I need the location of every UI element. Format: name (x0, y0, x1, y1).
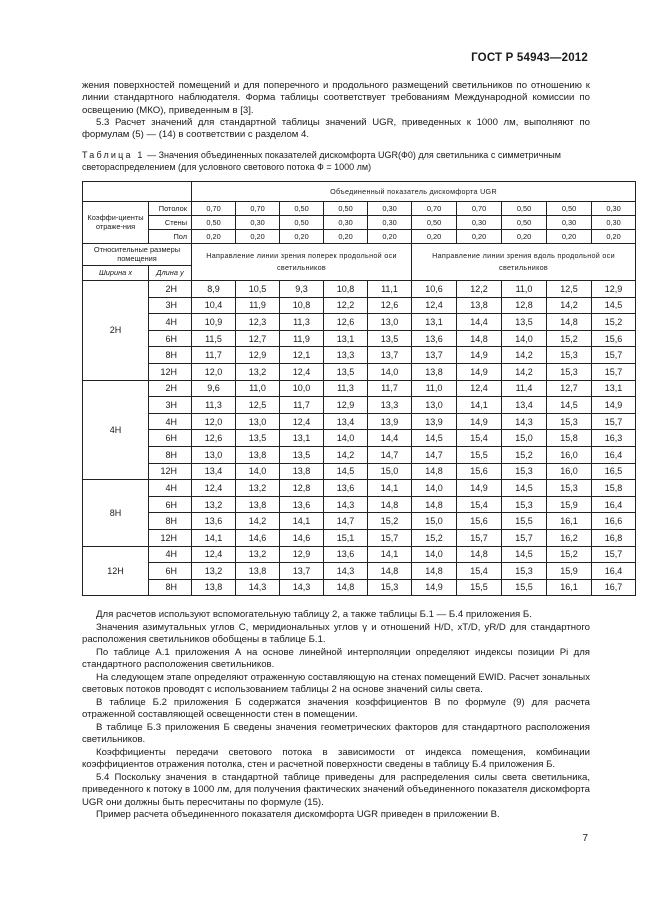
coef-label: Коэффи-циенты отраже-ния (83, 202, 149, 244)
ugr-value-cell: 14,7 (368, 446, 412, 463)
table-row (83, 579, 636, 596)
ugr-value-cell: 12,4 (412, 297, 457, 314)
ugr-value-cell: 14,9 (457, 480, 502, 497)
ugr-value-cell: 12,9 (236, 347, 280, 364)
table-row (83, 281, 636, 298)
room-length-cell: 4H (149, 314, 192, 331)
room-length-cell: 8H (149, 347, 192, 364)
room-length-cell: 3H (149, 397, 192, 414)
ugr-value-cell: 11,0 (236, 380, 280, 397)
body-paragraph-1: Для расчетов используют вспомогательную таблицу 2, а также таблицы Б.1 — Б.4 приложения Б. (96, 609, 532, 620)
ugr-value-cell: 12,9 (324, 397, 368, 414)
ugr-value-cell: 14,3 (236, 579, 280, 596)
ugr-value-cell: 14,9 (457, 413, 502, 430)
ugr-value-cell: 14,2 (502, 363, 547, 380)
ugr-value-cell: 13,8 (236, 563, 280, 580)
ugr-value-cell: 14,9 (592, 397, 636, 414)
body-paragraph-9: Пример расчета объединенного показателя дискомфорта UGR приведен в приложении В. (96, 809, 500, 820)
table-row (83, 563, 636, 580)
ugr-value-cell: 15,2 (547, 546, 592, 563)
ceiling-reflectance-1: 0,70 (192, 202, 236, 216)
ugr-value-cell: 15,7 (592, 363, 636, 380)
ugr-value-cell: 15,6 (457, 513, 502, 530)
ugr-value-cell: 16,4 (592, 446, 636, 463)
ugr-value-cell: 12,4 (280, 413, 324, 430)
ceiling-reflectance-2: 0,70 (236, 202, 280, 216)
floor-reflectance-9: 0,20 (547, 230, 592, 244)
ugr-value-cell: 14,2 (502, 347, 547, 364)
ugr-value-cell: 15,9 (547, 563, 592, 580)
ugr-value-cell: 16,5 (592, 463, 636, 480)
ugr-value-cell: 15,6 (457, 463, 502, 480)
ugr-value-cell: 12,6 (324, 314, 368, 331)
ugr-value-cell: 13,6 (280, 496, 324, 513)
ugr-value-cell: 11,4 (502, 380, 547, 397)
ugr-value-cell: 12,3 (236, 314, 280, 331)
ugr-value-cell: 12,8 (502, 297, 547, 314)
ugr-value-cell: 11,9 (236, 297, 280, 314)
ugr-value-cell: 15,0 (502, 430, 547, 447)
ugr-value-cell: 14,1 (192, 529, 236, 546)
ugr-value-cell: 13,4 (502, 397, 547, 414)
table-row (83, 297, 636, 314)
body-paragraph-6: В таблице Б.3 приложения Б сведены значения геометрических факторов для стандартного расположения светильников. (82, 722, 590, 746)
ugr-value-cell: 14,8 (457, 330, 502, 347)
ugr-value-cell: 14,8 (412, 463, 457, 480)
ugr-value-cell: 14,1 (280, 513, 324, 530)
room-width-cell: 8H (83, 480, 149, 546)
room-length-cell: 4H (149, 480, 192, 497)
ugr-value-cell: 16,2 (547, 529, 592, 546)
ugr-value-cell: 12,9 (592, 281, 636, 298)
walls-reflectance-6: 0,50 (412, 216, 457, 230)
ugr-value-cell: 15,2 (547, 330, 592, 347)
ugr-value-cell: 14,8 (412, 496, 457, 513)
ugr-value-cell: 12,2 (457, 281, 502, 298)
ugr-value-cell: 15,2 (412, 529, 457, 546)
table-row (83, 347, 636, 364)
table-caption-text: — Значения объединенных показателей дискомфорта UGR(Ф0) для светильника с симметричным светораспределением (для условного светового потока Ф = 1000 лм) (82, 150, 561, 172)
floor-reflectance-3: 0,20 (280, 230, 324, 244)
ugr-value-cell: 11,7 (368, 380, 412, 397)
room-length-cell: 4H (149, 413, 192, 430)
walls-reflectance-2: 0,30 (236, 216, 280, 230)
ugr-value-cell: 13,5 (502, 314, 547, 331)
table-row (83, 380, 636, 397)
room-length-cell: 12H (149, 529, 192, 546)
ugr-value-cell: 12,4 (457, 380, 502, 397)
body-paragraph-3: По таблице А.1 приложения А на основе линейной интерполяции определяют индексы позиции Pi для стандартного расположения светильников. (82, 647, 590, 671)
ugr-value-cell: 16,0 (547, 446, 592, 463)
ugr-value-cell: 15,3 (547, 363, 592, 380)
table-row (83, 463, 636, 480)
ugr-value-cell: 14,7 (324, 513, 368, 530)
ugr-value-cell: 13,4 (324, 413, 368, 430)
ugr-value-cell: 15,0 (368, 463, 412, 480)
room-width-cell: 2H (83, 281, 149, 381)
table-row (83, 314, 636, 331)
ugr-value-cell: 13,8 (457, 297, 502, 314)
direction-along-header: Направление линии зрения вдоль продольной оси светильников (412, 244, 636, 281)
room-length-cell: 3H (149, 297, 192, 314)
floor-reflectance-1: 0,20 (192, 230, 236, 244)
ugr-value-cell: 13,0 (236, 413, 280, 430)
table-row (83, 480, 636, 497)
intro-paragraph-1: жения поверхностей помещений и для поперечного и продольного размещений светильников по отношению к линии стандартного наблюдателя. Форма таблицы соответствует требованиям Международной комиссии по освещению (МКО), приведенным в [3]. (82, 80, 590, 116)
ugr-value-cell: 13,2 (236, 546, 280, 563)
ugr-value-cell: 13,7 (412, 347, 457, 364)
ugr-value-cell: 14,0 (412, 480, 457, 497)
ugr-value-cell: 14,8 (324, 579, 368, 596)
ugr-value-cell: 13,8 (192, 579, 236, 596)
ugr-value-cell: 13,6 (412, 330, 457, 347)
ugr-value-cell: 14,5 (502, 480, 547, 497)
ugr-value-cell: 11,3 (280, 314, 324, 331)
room-length-cell: 8H (149, 446, 192, 463)
ugr-value-cell: 11,1 (368, 281, 412, 298)
table-caption (82, 150, 590, 173)
ugr-value-cell: 13,2 (236, 363, 280, 380)
ugr-value-cell: 16,8 (592, 529, 636, 546)
ugr-value-cell: 15,2 (502, 446, 547, 463)
ugr-value-cell: 15,5 (457, 446, 502, 463)
ugr-value-cell: 14,0 (368, 363, 412, 380)
ugr-value-cell: 14,9 (457, 363, 502, 380)
ugr-value-cell: 14,0 (502, 330, 547, 347)
ugr-value-cell: 14,2 (547, 297, 592, 314)
ugr-value-cell: 15,0 (412, 513, 457, 530)
table-row (83, 496, 636, 513)
body-paragraph-7: Коэффициенты передачи светового потока в зависимости от индекса помещения, комбинации коэффициентов отражения потолка, стен и расчетной поверхности сведены в таблицу Б.4 приложения Б. (82, 747, 590, 771)
walls-reflectance-7: 0,30 (457, 216, 502, 230)
length-label: Длина y (149, 266, 192, 281)
room-length-cell: 6H (149, 430, 192, 447)
ugr-value-cell: 16,3 (592, 430, 636, 447)
ugr-value-cell: 13,5 (280, 446, 324, 463)
ugr-value-cell: 11,0 (502, 281, 547, 298)
ugr-value-cell: 16,4 (592, 496, 636, 513)
ugr-value-cell: 15,7 (457, 529, 502, 546)
room-width-cell: 12H (83, 546, 149, 596)
ugr-value-cell: 13,0 (192, 446, 236, 463)
ugr-value-cell: 14,3 (324, 563, 368, 580)
ugr-value-cell: 14,4 (368, 430, 412, 447)
table-row (83, 430, 636, 447)
ugr-value-cell: 12,4 (192, 480, 236, 497)
ugr-value-cell: 14,2 (236, 513, 280, 530)
room-length-cell: 4H (149, 546, 192, 563)
document-number: ГОСТ Р 54943—2012 (471, 52, 588, 64)
ugr-value-cell: 10,8 (324, 281, 368, 298)
ugr-value-cell: 14,5 (412, 430, 457, 447)
ugr-value-cell: 13,4 (192, 463, 236, 480)
body-paragraph-4: На следующем этапе определяют отраженную составляющую на стенах помещений EWID. Расчет зональных световых потоков проводят с использованием таблицы 2 на основе значений силы света. (82, 672, 590, 696)
table-row (83, 397, 636, 414)
ugr-value-cell: 13,1 (412, 314, 457, 331)
ugr-value-cell: 14,0 (324, 430, 368, 447)
ceiling-reflectance-9: 0,50 (547, 202, 592, 216)
ugr-value-cell: 15,2 (368, 513, 412, 530)
ugr-value-cell: 15,7 (368, 529, 412, 546)
floor-reflectance-7: 0,20 (457, 230, 502, 244)
ugr-value-cell: 13,8 (236, 446, 280, 463)
ugr-value-cell: 15,9 (547, 496, 592, 513)
ugr-value-cell: 15,8 (592, 480, 636, 497)
ugr-value-cell: 13,3 (368, 397, 412, 414)
room-length-cell: 6H (149, 496, 192, 513)
table-row (83, 446, 636, 463)
ugr-value-cell: 15,3 (547, 413, 592, 430)
ugr-value-cell: 11,7 (280, 397, 324, 414)
ugr-value-cell: 13,8 (236, 496, 280, 513)
ugr-value-cell: 15,5 (457, 579, 502, 596)
room-length-cell: 2H (149, 281, 192, 298)
ceiling-reflectance-7: 0,70 (457, 202, 502, 216)
ugr-value-cell: 12,6 (192, 430, 236, 447)
ugr-value-cell: 14,8 (547, 314, 592, 331)
floor-label: Пол (149, 230, 192, 244)
walls-reflectance-10: 0,30 (592, 216, 636, 230)
ugr-value-cell: 13,2 (192, 496, 236, 513)
ugr-value-cell: 12,4 (192, 546, 236, 563)
table-top-header: Объединенный показатель дискомфорта UGR (192, 182, 636, 202)
ugr-value-cell: 14,5 (502, 546, 547, 563)
body-paragraph-2: Значения азимутальных углов C, меридиональных углов γ и отношений H/D, xT/D, yR/D для стандартного расположения светильников обобщены в таблице Б.1. (82, 622, 590, 646)
ugr-value-cell: 12,6 (368, 297, 412, 314)
room-length-cell: 2H (149, 380, 192, 397)
ceiling-reflectance-5: 0,30 (368, 202, 412, 216)
ugr-value-cell: 14,9 (412, 579, 457, 596)
intro-paragraph-2: 5.3 Расчет значений для стандартной таблицы значений UGR, приведенных к 1000 лм, выполняют по формулам (5) — (14) в соответствии с разделом 4. (82, 117, 590, 141)
ugr-value-cell: 14,8 (368, 563, 412, 580)
ugr-value-cell: 15,4 (457, 563, 502, 580)
room-length-cell: 8H (149, 513, 192, 530)
ugr-value-cell: 14,5 (592, 297, 636, 314)
ugr-value-cell: 15,3 (368, 579, 412, 596)
ugr-value-cell: 12,4 (280, 363, 324, 380)
ugr-value-cell: 15,3 (547, 480, 592, 497)
ugr-value-cell: 13,3 (324, 347, 368, 364)
ugr-value-cell: 16,6 (592, 513, 636, 530)
ugr-value-cell: 15,5 (502, 513, 547, 530)
ugr-value-cell: 13,9 (412, 413, 457, 430)
ugr-value-cell: 14,8 (457, 546, 502, 563)
ugr-value-cell: 10,0 (280, 380, 324, 397)
walls-label: Стены (149, 216, 192, 230)
width-label: Ширина x (83, 266, 149, 281)
ugr-value-cell: 13,7 (368, 347, 412, 364)
ugr-value-cell: 13,8 (412, 363, 457, 380)
ugr-value-cell: 14,5 (547, 397, 592, 414)
body-paragraph-5: В таблице Б.2 приложения Б содержатся значения коэффициентов B по формуле (9) для расчета отраженной составляющей освещенности стен в помещении. (82, 697, 590, 721)
room-length-cell: 12H (149, 363, 192, 380)
ugr-value-cell: 15,4 (457, 430, 502, 447)
table-row (83, 363, 636, 380)
ugr-value-cell: 14,8 (412, 563, 457, 580)
ugr-value-cell: 12,1 (280, 347, 324, 364)
ceiling-reflectance-3: 0,50 (280, 202, 324, 216)
ugr-value-cell: 12,8 (280, 480, 324, 497)
ugr-value-cell: 11,3 (192, 397, 236, 414)
ugr-value-cell: 15,7 (592, 413, 636, 430)
ugr-value-cell: 13,1 (280, 430, 324, 447)
ugr-value-cell: 15,2 (592, 314, 636, 331)
table-row (83, 529, 636, 546)
ugr-value-cell: 13,1 (324, 330, 368, 347)
ugr-value-cell: 16,1 (547, 513, 592, 530)
ugr-value-cell: 15,7 (592, 347, 636, 364)
ugr-value-cell: 11,7 (192, 347, 236, 364)
room-length-cell: 8H (149, 579, 192, 596)
ugr-value-cell: 14,6 (236, 529, 280, 546)
ugr-value-cell: 8,9 (192, 281, 236, 298)
ugr-value-cell: 10,9 (192, 314, 236, 331)
ugr-value-cell: 14,6 (280, 529, 324, 546)
walls-reflectance-5: 0,30 (368, 216, 412, 230)
ugr-value-cell: 10,5 (236, 281, 280, 298)
ugr-value-cell: 13,5 (368, 330, 412, 347)
walls-reflectance-8: 0,50 (502, 216, 547, 230)
ugr-value-cell: 13,5 (236, 430, 280, 447)
ugr-value-cell: 13,0 (368, 314, 412, 331)
ugr-value-cell: 13,2 (236, 480, 280, 497)
ugr-value-cell: 15,6 (592, 330, 636, 347)
walls-reflectance-9: 0,30 (547, 216, 592, 230)
ugr-value-cell: 15,7 (502, 529, 547, 546)
ugr-value-cell: 13,5 (324, 363, 368, 380)
room-width-cell: 4H (83, 380, 149, 480)
floor-reflectance-5: 0,20 (368, 230, 412, 244)
table-row (83, 330, 636, 347)
ugr-value-cell: 15,1 (324, 529, 368, 546)
table-row (83, 413, 636, 430)
ceiling-reflectance-10: 0,30 (592, 202, 636, 216)
room-length-cell: 6H (149, 330, 192, 347)
ugr-value-cell: 11,3 (324, 380, 368, 397)
ugr-value-cell: 10,4 (192, 297, 236, 314)
ugr-value-cell: 9,6 (192, 380, 236, 397)
table-row (83, 546, 636, 563)
ugr-value-cell: 14,1 (457, 397, 502, 414)
ugr-value-cell: 12,5 (547, 281, 592, 298)
ugr-value-cell: 14,0 (412, 546, 457, 563)
ceiling-label: Потолок (149, 202, 192, 216)
floor-reflectance-8: 0,20 (502, 230, 547, 244)
ugr-value-cell: 10,8 (280, 297, 324, 314)
ugr-value-cell: 11,0 (412, 380, 457, 397)
ugr-value-cell: 15,5 (502, 579, 547, 596)
ceiling-reflectance-4: 0,50 (324, 202, 368, 216)
ugr-value-cell: 15,3 (502, 496, 547, 513)
ugr-value-cell: 14,9 (457, 347, 502, 364)
ceiling-reflectance-8: 0,50 (502, 202, 547, 216)
ugr-value-cell: 14,4 (457, 314, 502, 331)
room-size-label: Относительные размеры помещения (83, 244, 192, 266)
ugr-value-cell: 15,4 (457, 496, 502, 513)
ugr-value-cell: 13,1 (592, 380, 636, 397)
ugr-value-cell: 16,1 (547, 579, 592, 596)
floor-reflectance-2: 0,20 (236, 230, 280, 244)
body-paragraph-8: 5.4 Поскольку значения в стандартной таблице приведены для распределения силы света светильника, приведенного к потоку в 1000 лм, для получения фактических значений объединенного показателя дискомфорта UGR они должны быть пересчитаны по формуле (15). (82, 772, 590, 808)
direction-across-header: Направление линии зрения поперек продольной оси светильников (192, 244, 412, 281)
ugr-value-cell: 11,9 (280, 330, 324, 347)
ugr-value-cell: 12,7 (236, 330, 280, 347)
floor-reflectance-4: 0,20 (324, 230, 368, 244)
ugr-value-cell: 14,3 (280, 579, 324, 596)
walls-reflectance-1: 0,50 (192, 216, 236, 230)
ugr-value-cell: 13,8 (280, 463, 324, 480)
ugr-value-cell: 14,7 (412, 446, 457, 463)
floor-reflectance-6: 0,20 (412, 230, 457, 244)
ugr-value-cell: 14,5 (324, 463, 368, 480)
ugr-value-cell: 9,3 (280, 281, 324, 298)
ugr-value-cell: 16,0 (547, 463, 592, 480)
ugr-value-cell: 12,9 (280, 546, 324, 563)
room-length-cell: 6H (149, 563, 192, 580)
ugr-table (82, 181, 636, 596)
page-number: 7 (582, 833, 588, 844)
ugr-value-cell: 11,5 (192, 330, 236, 347)
ugr-value-cell: 16,4 (592, 563, 636, 580)
ugr-value-cell: 16,7 (592, 579, 636, 596)
ugr-value-cell: 14,1 (368, 480, 412, 497)
floor-reflectance-10: 0,20 (592, 230, 636, 244)
ugr-value-cell: 12,2 (324, 297, 368, 314)
ugr-value-cell: 10,6 (412, 281, 457, 298)
ugr-value-cell: 13,7 (280, 563, 324, 580)
ugr-value-cell: 12,0 (192, 363, 236, 380)
ugr-value-cell: 15,7 (592, 546, 636, 563)
ugr-value-cell: 14,8 (368, 496, 412, 513)
ugr-value-cell: 15,3 (547, 347, 592, 364)
table-row (83, 513, 636, 530)
ugr-value-cell: 13,6 (324, 546, 368, 563)
room-length-cell: 12H (149, 463, 192, 480)
ugr-value-cell: 14,1 (368, 546, 412, 563)
ugr-value-cell: 14,3 (502, 413, 547, 430)
ugr-value-cell: 13,6 (324, 480, 368, 497)
ugr-value-cell: 12,5 (236, 397, 280, 414)
ugr-value-cell: 14,0 (236, 463, 280, 480)
ugr-value-cell: 13,9 (368, 413, 412, 430)
ceiling-reflectance-6: 0,70 (412, 202, 457, 216)
ugr-value-cell: 13,6 (192, 513, 236, 530)
ugr-value-cell: 13,0 (412, 397, 457, 414)
walls-reflectance-3: 0,50 (280, 216, 324, 230)
ugr-value-cell: 12,0 (192, 413, 236, 430)
ugr-value-cell: 15,3 (502, 563, 547, 580)
ugr-value-cell: 15,8 (547, 430, 592, 447)
table-caption-label: Таблица 1 (82, 150, 145, 160)
ugr-value-cell: 14,2 (324, 446, 368, 463)
ugr-value-cell: 15,3 (502, 463, 547, 480)
ugr-value-cell: 14,3 (324, 496, 368, 513)
ugr-value-cell: 13,2 (192, 563, 236, 580)
ugr-value-cell: 12,7 (547, 380, 592, 397)
walls-reflectance-4: 0,30 (324, 216, 368, 230)
